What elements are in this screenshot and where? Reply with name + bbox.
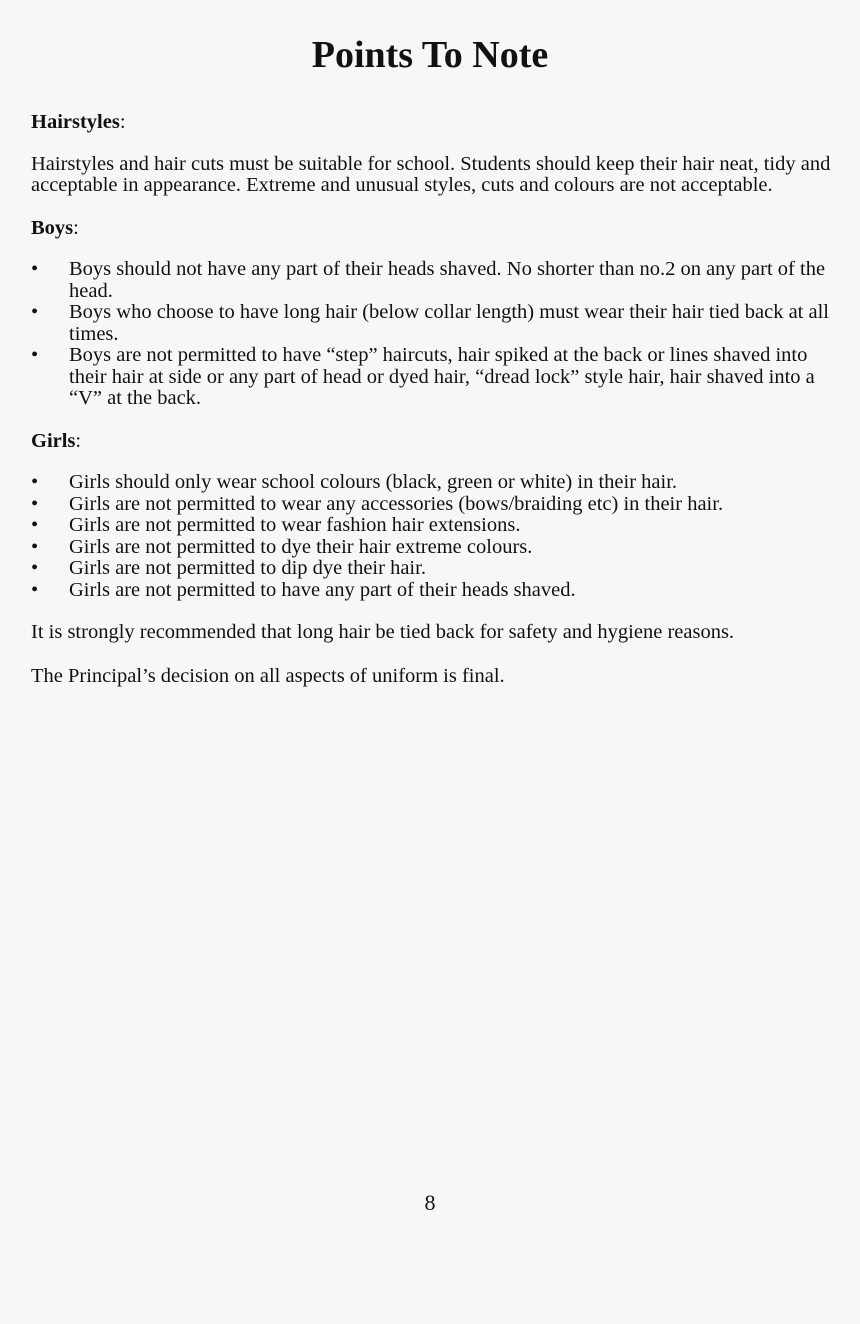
- bullet-icon: •: [31, 492, 39, 515]
- bullet-icon: •: [31, 344, 39, 366]
- boys-heading-label: Boys: [31, 216, 74, 239]
- bullet-icon: •: [31, 301, 39, 323]
- bullet-icon: •: [31, 514, 39, 536]
- list-item-text: Boys who choose to have long hair (below collar length) must wear their hair tied back at all times.: [69, 301, 829, 345]
- final-note-paragraph: The Principal’s decision on all aspects of uniform is final.: [31, 664, 505, 687]
- list-item-text: Boys are not permitted to have “step” haircuts, hair spiked at the back or lines shaved into their hair at side or any part of head or dyed hair, “dread lock” style hair, hair shaved into a “V” at the back.: [69, 344, 815, 409]
- bullet-icon: •: [31, 471, 39, 493]
- boys-heading-colon: :: [73, 216, 79, 239]
- list-item-text: Girls are not permitted to wear any accessories (bows/braiding etc) in their hair.: [69, 492, 724, 515]
- girls-heading-label: Girls: [31, 429, 76, 452]
- girls-rules-list: [31, 472, 836, 601]
- list-item-text: Girls are not permitted to wear fashion hair extensions.: [69, 514, 521, 536]
- list-item: [31, 580, 836, 602]
- page-title: Points To Note: [311, 34, 549, 76]
- list-item: [31, 515, 836, 537]
- hairstyles-heading: [31, 112, 836, 134]
- list-item-text: Girls are not permitted to have any part of their heads shaved.: [69, 578, 576, 601]
- list-item-text: Girls are not permitted to dye their hair extreme colours.: [69, 535, 533, 558]
- list-item: [31, 558, 836, 580]
- bullet-icon: •: [31, 557, 39, 579]
- list-item: [31, 472, 836, 494]
- list-item: [31, 259, 836, 302]
- recommendation-paragraph: It is strongly recommended that long hair be tied back for safety and hygiene reasons.: [31, 621, 735, 643]
- list-item: [31, 494, 836, 516]
- bullet-icon: •: [31, 535, 39, 558]
- list-item-text: Girls are not permitted to dip dye their hair.: [69, 557, 426, 579]
- hairstyles-heading-label: Hairstyles: [31, 111, 120, 133]
- hairstyles-paragraph: Hairstyles and hair cuts must be suitable for school. Students should keep their hair neat, tidy and acceptable in appearance. Extreme and unusual styles, cuts and colours are not acceptable.: [31, 152, 831, 196]
- list-item-text: Girls should only wear school colours (black, green or white) in their hair.: [69, 471, 678, 493]
- girls-heading-colon: :: [75, 429, 82, 452]
- list-item: [31, 345, 836, 410]
- girls-heading: [31, 431, 836, 453]
- list-item: [31, 302, 836, 345]
- document-body: [31, 112, 836, 708]
- boys-rules-list: [31, 259, 836, 410]
- bullet-icon: •: [31, 578, 39, 601]
- boys-heading: [31, 218, 836, 240]
- hairstyles-heading-colon: :: [119, 111, 126, 133]
- page-number: 8: [424, 1190, 436, 1215]
- list-item-text: Boys should not have any part of their heads shaved. No shorter than no.2 on any part of the head.: [69, 258, 826, 302]
- bullet-icon: •: [31, 258, 39, 280]
- list-item: [31, 537, 836, 559]
